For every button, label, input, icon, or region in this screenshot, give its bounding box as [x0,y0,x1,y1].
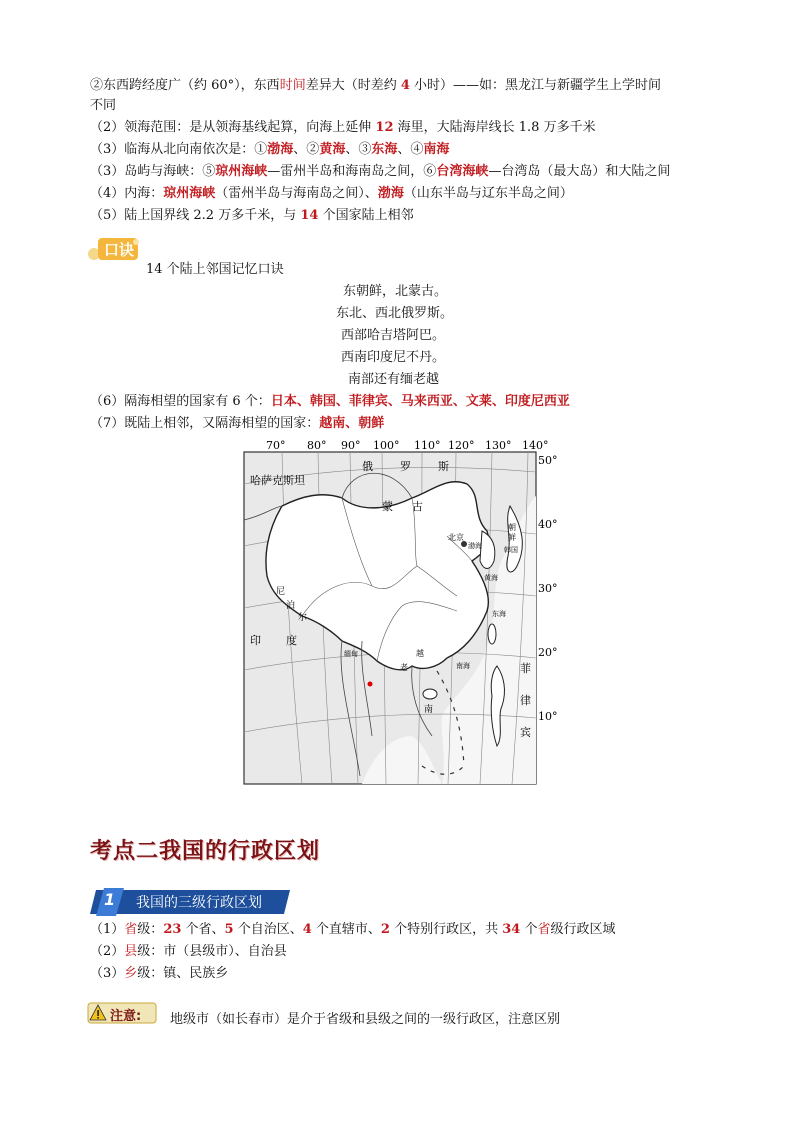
koujue-verse: 东北、西北俄罗斯。 [336,306,454,321]
lon-label: 130° [485,439,512,452]
map-label: 蒙 [382,500,393,513]
map-label: 东海 [492,610,506,618]
map-svg [242,436,558,786]
koujue-verse: 西部哈吉塔阿巴。 [341,328,446,343]
map-label: 韩国 [504,546,518,554]
text-line: （3）岛屿与海峡：⑤琼州海峡—雷州半岛和海南岛之间，⑥台湾海峡—台湾岛（最大岛）和大陆之间 [90,164,671,179]
map-label: 罗 [400,460,411,473]
note-text: 地级市（如长春市）是介于省级和县级之间的一级行政区，注意区别 [170,1012,561,1027]
text-line: （7）既陆上相邻，又隔海相望的国家：越南、朝鲜 [90,416,385,431]
lon-label: 100° [373,439,400,452]
map-label: 印 [250,634,261,647]
text-line: 不同 [90,98,117,113]
map-label: 哈萨克斯坦 [250,474,305,487]
text-line: （5）陆上国界线 2.2 万多千米，与 14 个国家陆上相邻 [90,208,414,223]
lon-label: 70° [266,439,286,452]
map-label: 南海 [456,662,470,670]
koujue-badge-label: 口诀 [104,241,135,259]
lat-label: 50° [538,454,558,467]
lon-label: 120° [448,439,475,452]
koujue-verse: 西南印度尼不丹。 [341,350,446,365]
hainan-island [423,689,437,699]
east-asia-map [242,436,558,786]
text-line: （2）县级：市（县级市）、自治县 [90,944,287,959]
text-line: （3）临海从北向南依次是：①渤海、②黄海、③东海、④南海 [90,142,450,157]
map-label: 朝 [508,523,516,532]
map-label: 尔 [298,613,308,623]
lat-label: 40° [538,518,558,531]
map-label: 古 [412,500,423,513]
map-label: 泊 [286,601,296,611]
lat-label: 20° [538,646,558,659]
lat-label: 10° [538,710,558,723]
map-label: 缅甸 [344,650,358,658]
note-badge-label: 注意: [110,1009,142,1024]
map-label: 黄海 [484,574,498,582]
map-label: 渤海 [468,542,482,550]
lon-label: 80° [307,439,327,452]
text-line: （1）省级：23 个省、5 个自治区、4 个直辖市、2 个特别行政区，共 34 个省级行政区域 [90,922,616,937]
text-line: ②东西跨经度广（约 60°），东西时间差异大（时差约 4 小时）——如：黑龙江与新疆学生上学时间 [90,78,662,93]
red-marker [368,682,373,687]
text-line: （2）领海范围：是从领海基线起算，向海上延伸 12 海里，大陆海岸线长 1.8 万多千米 [90,120,596,135]
subheading-number: 1 [104,890,116,909]
map-label: 老 [400,663,408,672]
lon-label: 110° [414,439,441,452]
map-label: 度 [286,634,297,647]
subheading-title: 我国的三级行政区划 [136,895,262,911]
lat-label: 30° [538,582,558,595]
map-label: 越 [416,649,424,658]
map-label: 菲 [520,662,531,675]
map-label: 南 [424,705,434,715]
map-label: 北京 [448,533,464,542]
text-line: （3）乡级：镇、民族乡 [90,966,229,981]
text-line: （6）隔海相望的国家有 6 个：日本、韩国、菲律宾、马来西亚、文莱、印度尼西亚 [90,394,570,409]
map-label: 律 [520,694,531,707]
text-line: （4）内海：琼州海峡（雷州半岛与海南岛之间）、渤海（山东半岛与辽东半岛之间） [90,186,573,201]
taiwan-island [488,624,496,644]
koujue-verse: 南部还有缅老越 [348,372,440,387]
map-label: 鲜 [508,533,516,542]
section-title: 考点二我国的行政区划 [90,839,321,864]
map-label: 俄 [362,460,373,473]
lon-label: 90° [341,439,361,452]
map-label: 尼 [276,587,286,597]
koujue-verse: 东朝鲜，北蒙古。 [343,284,448,299]
note-badge [88,1002,156,1024]
lon-label: 140° [522,439,549,452]
map-label: 斯 [438,460,449,473]
koujue-title: 14 个陆上邻国记忆口诀 [146,262,284,277]
subheading-banner [90,886,290,916]
map-label: 宾 [520,726,531,739]
koujue-badge [86,234,142,264]
